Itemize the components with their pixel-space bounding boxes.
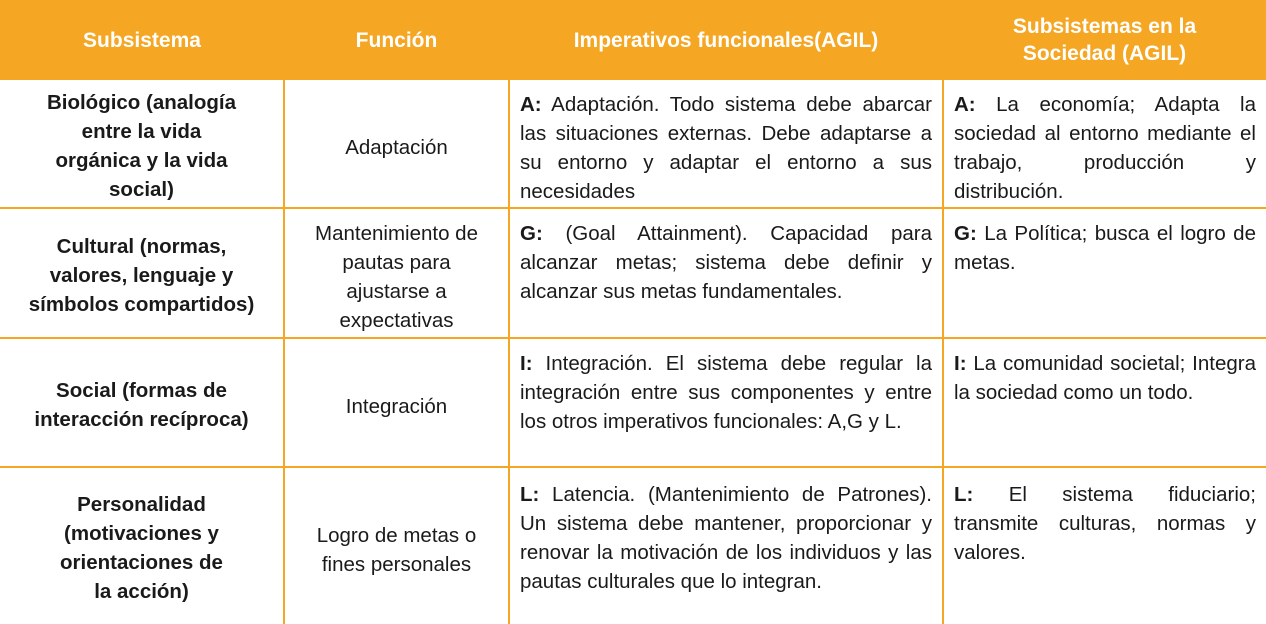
subsistema-text: Social (formas de interacción recíproca)	[34, 378, 249, 431]
subsistema-cell	[0, 80, 284, 208]
header-subsistemas-sociedad-text: Subsistemas en la Sociedad (AGIL)	[1012, 15, 1197, 65]
header-subsistema: Subsistema	[0, 0, 284, 80]
sociedad-key: L:	[954, 483, 974, 506]
imperativo-text: Integración. El sistema debe regular la integración entre sus componentes y entre los otros imperativos funcionales: A,G y L.	[520, 352, 932, 433]
funcion-text: Logro de metas o fines personales	[316, 524, 477, 576]
imperativo-cell	[509, 80, 943, 208]
imperativo-key: L:	[520, 483, 540, 506]
table-row	[0, 208, 1266, 338]
subsistema-cell	[0, 338, 284, 467]
sociedad-cell	[943, 467, 1266, 624]
subsistema-cell	[0, 467, 284, 624]
imperativo-key: A:	[520, 93, 542, 116]
funcion-text: Adaptación	[345, 136, 448, 159]
table-header	[0, 0, 1266, 80]
sociedad-text: La comunidad societal; Integra la sociedad como un todo.	[954, 352, 1256, 404]
sociedad-text: El sistema fiduciario; transmite culturas, normas y valores.	[954, 483, 1256, 564]
imperativo-text: (Goal Attainment). Capacidad para alcanzar metas; sistema debe definir y alcanzar sus metas fundamentales.	[520, 222, 932, 303]
sociedad-text: La Política; busca el logro de metas.	[954, 222, 1256, 274]
imperativo-text: Latencia. (Mantenimiento de Patrones). Un sistema debe mantener, proporcionar y renovar la motivación de los individuos y las pautas culturales que lo integran.	[520, 483, 932, 593]
imperativo-key: G:	[520, 222, 543, 245]
sociedad-cell	[943, 338, 1266, 467]
table-row	[0, 80, 1266, 208]
sociedad-key: A:	[954, 93, 976, 116]
header-row	[0, 0, 1266, 80]
subsistema-cell	[0, 208, 284, 338]
imperativo-text: Adaptación. Todo sistema debe abarcar las situaciones externas. Debe adaptarse a su entorno y adaptar el entorno a sus necesidades	[520, 93, 932, 203]
subsistema-text: Biológico (analogía entre la vida orgánica y la vida social)	[46, 90, 237, 201]
sociedad-key: I:	[954, 352, 967, 375]
funcion-cell	[284, 80, 509, 208]
header-imperativos: Imperativos funcionales(AGIL)	[509, 0, 943, 80]
table-row	[0, 338, 1266, 467]
table-body	[0, 80, 1266, 624]
subsistema-text: Cultural (normas, valores, lenguaje y símbolos compartidos)	[28, 234, 255, 316]
funcion-cell	[284, 467, 509, 624]
imperativo-cell	[509, 208, 943, 338]
table-row	[0, 467, 1266, 624]
sociedad-cell	[943, 80, 1266, 208]
funcion-cell	[284, 208, 509, 338]
imperativo-cell	[509, 467, 943, 624]
header-funcion: Función	[284, 0, 509, 80]
sociedad-cell	[943, 208, 1266, 338]
imperativo-cell	[509, 338, 943, 467]
subsistema-text: Personalidad (motivaciones y orientaciones de la acción)	[60, 493, 223, 603]
header-subsistemas-sociedad	[943, 0, 1266, 80]
imperativo-key: I:	[520, 352, 533, 375]
sociedad-text: La economía; Adapta la sociedad al entorno mediante el trabajo, producción y distribución.	[954, 93, 1256, 203]
funcion-text: Integración	[345, 395, 448, 418]
funcion-cell	[284, 338, 509, 467]
funcion-text: Mantenimiento de pautas para ajustarse a expectativas	[315, 222, 478, 332]
sociedad-key: G:	[954, 222, 977, 245]
